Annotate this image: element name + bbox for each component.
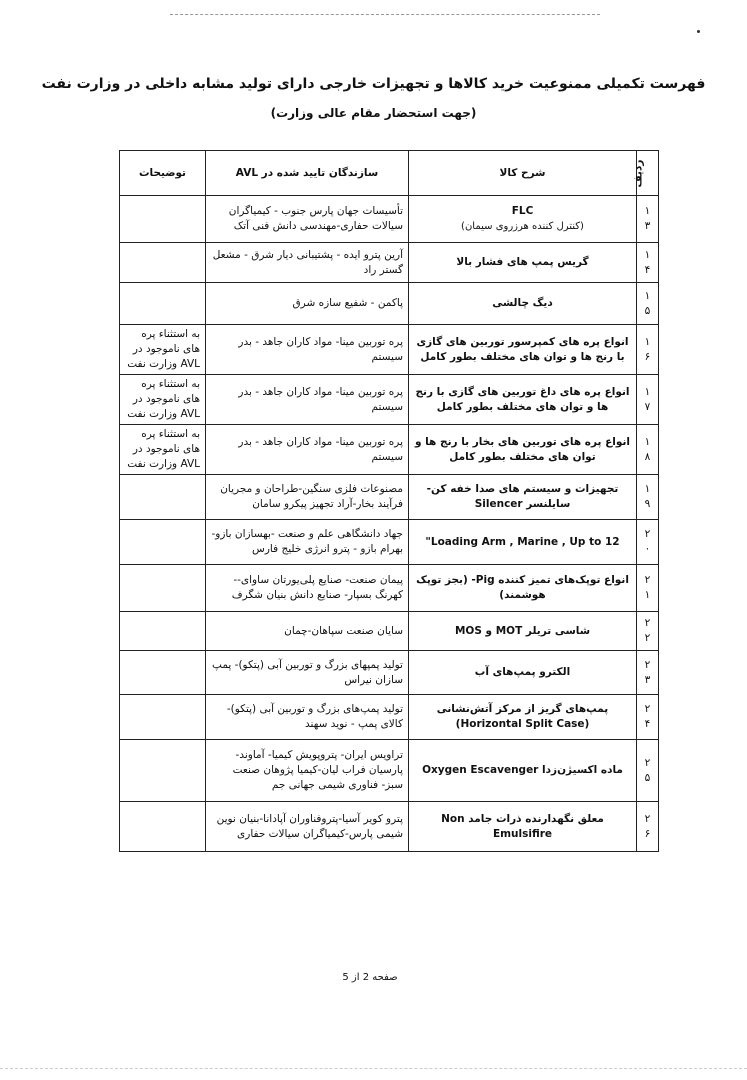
item-name: انواع پره های کمپرسور توربین های گازی با رنج ها و توان های مختلف بطور کامل [416,335,629,363]
row-notes [120,520,206,565]
row-index: ۱۷ [637,375,659,425]
row-manufacturers: تراویس ایران- پتروپویش کیمیا- آماوند- پارسیان فراب لیان-کیمیا پژوهان صنعت سبز- فناوری شیمی جهانی جم [206,740,409,802]
row-notes [120,565,206,612]
row-notes [120,283,206,325]
row-index: ۱۳ [637,196,659,243]
table-row [120,802,659,852]
header-index: ردیف [637,151,659,196]
row-notes [120,802,206,852]
row-item-description [409,375,637,425]
top-dashed-rule [170,14,600,15]
items-table [119,150,659,852]
row-index: ۲۳ [637,651,659,695]
row-notes: به استثناء پره های ناموجود در AVL وزارت نفت [120,375,206,425]
table-row [120,196,659,243]
row-item-description [409,740,637,802]
item-name: انواع پره های داغ توربین های گازی با رنج ها و توان های مختلف بطور کامل [415,385,630,413]
row-item-description [409,196,637,243]
row-index: ۱۶ [637,325,659,375]
row-notes [120,243,206,283]
row-manufacturers: سایان صنعت سپاهان-چمان [206,612,409,651]
table-row [120,520,659,565]
row-manufacturers: تولید پمپ‌های بزرگ و توربین آبی (پتکو)- کالای پمپ - نوید سهند [206,695,409,740]
row-manufacturers: پره توربین مینا- مواد کاران جاهد - بدر سیستم [206,325,409,375]
row-notes [120,651,206,695]
page-number: صفحه 2 از 5 [342,972,398,983]
item-name: انواع پره های توربین های بخار با رنج ها و توان های مختلف بطور کامل [414,435,631,463]
row-item-description [409,520,637,565]
row-manufacturers: آرین پترو ایده - پشتیبانی دیار شرق - مشعل گستر راد [206,243,409,283]
row-manufacturers: پاکمن - شفیع سازه شرق [206,283,409,325]
item-name: گریس پمپ های فشار بالا [456,256,589,268]
item-name: الکترو پمپ‌های آب [474,666,571,678]
table-row [120,740,659,802]
row-manufacturers: تولید پمپهای بزرگ و توربین آبی (پتکو)- پمپ سازان نیراس [206,651,409,695]
table-row [120,565,659,612]
row-item-description [409,802,637,852]
row-manufacturers: پره توربین مینا- مواد کاران جاهد - بدر سیستم [206,425,409,475]
row-manufacturers: مصنوعات فلزی سنگین-طراحان و مجریان فرآیند بخار-آراد تجهیز پیکرو سامان [206,475,409,520]
item-name: Loading Arm , Marine , Up to 12" [425,535,620,548]
table-row [120,283,659,325]
row-notes [120,196,206,243]
table-row [120,243,659,283]
table-row [120,325,659,375]
row-item-description [409,475,637,520]
table-row [120,425,659,475]
row-item-description [409,243,637,283]
document-subtitle: (جهت استحضار مقام عالی وزارت) [270,106,477,120]
document-title: فهرست تکمیلی ممنوعیت خرید کالاها و تجهیزات خارجی دارای تولید مشابه داخلی در وزارت نفت [41,76,706,92]
row-notes: به استثناء پره های ناموجود در AVL وزارت نفت [120,325,206,375]
table-row [120,375,659,425]
row-index: ۱۹ [637,475,659,520]
row-item-description [409,425,637,475]
row-manufacturers: تأسیسات جهان پارس جنوب - کیمیاگران سیالات حفاری-مهندسی دانش فنی آتک [206,196,409,243]
row-index: ۲۱ [637,565,659,612]
item-name: تجهیزات و سیستم های صدا خفه کن- سایلنسر Silencer [426,483,619,510]
item-name: معلق نگهدارنده ذرات جامد Non Emulsifire [441,812,604,840]
item-subtitle: (کنترل کننده هرزروی سیمان) [461,221,584,232]
row-manufacturers: جهاد دانشگاهی علم و صنعت -بهسازان بازو- بهرام بازو - پترو انرژی خلیج فارس [206,520,409,565]
row-index: ۲۰ [637,520,659,565]
row-index: ۲۵ [637,740,659,802]
item-name: پمپ‌های گریز از مرکز آتش‌نشانی (Horizontal Split Case) [436,703,609,730]
row-notes [120,612,206,651]
row-index: ۲۲ [637,612,659,651]
table-row [120,695,659,740]
row-item-description [409,612,637,651]
table-row [120,651,659,695]
row-notes [120,475,206,520]
item-name: انواع توپک‌های تمیز کننده Pig- (بجز توپک هوشمند) [416,574,629,601]
table-row [120,475,659,520]
row-item-description [409,695,637,740]
bottom-dashed-rule [0,1068,747,1069]
header-notes: توضیحات [120,151,206,196]
row-index: ۱۸ [637,425,659,475]
row-notes [120,695,206,740]
item-name: FLC [511,205,534,217]
scan-dot [697,30,700,33]
item-name: شاسی تریلر MOT و MOS [454,624,591,637]
item-name: ماده اکسیژن‌زدا Oxygen Escavenger [422,764,623,776]
row-notes [120,740,206,802]
row-notes: به استثناء پره های ناموجود در AVL وزارت نفت [120,425,206,475]
row-item-description [409,651,637,695]
row-index: ۲۴ [637,695,659,740]
row-item-description [409,565,637,612]
item-name: دیگ چالشی [492,297,553,309]
table-header-row [120,151,659,196]
row-item-description [409,283,637,325]
row-manufacturers: پیمان صنعت- صنایع پلی‌یورتان ساوای-- کهرنگ بسپار- صنایع دانش بنیان شگرف [206,565,409,612]
row-manufacturers: پره توربین مینا- مواد کاران جاهد - بدر سیستم [206,375,409,425]
row-index: ۲۶ [637,802,659,852]
row-index: ۱۵ [637,283,659,325]
row-item-description [409,325,637,375]
row-manufacturers: پترو کویر آسیا-پتروفناوران آپادانا-بنیان نوین شیمی پارس-کیمیاگران سیالات حفاری [206,802,409,852]
table-row [120,612,659,651]
header-item: شرح کالا [409,151,637,196]
header-manufacturers: سازندگان تایید شده در AVL [206,151,409,196]
row-index: ۱۴ [637,243,659,283]
